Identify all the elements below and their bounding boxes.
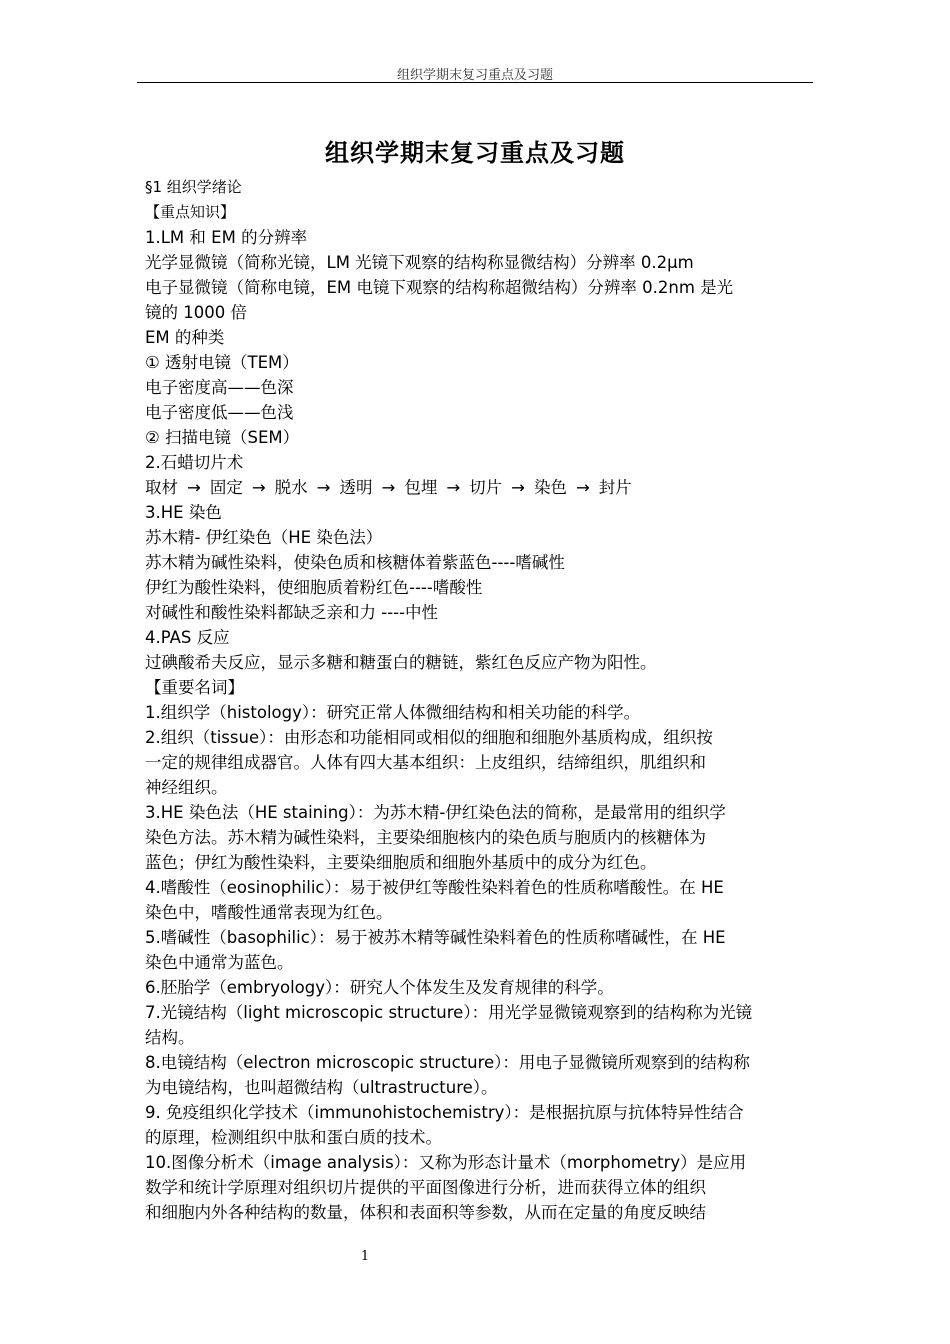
- text-line: 2.组织（tissue）：由形态和功能相同或相似的细胞和细胞外基质构成，组织按: [145, 728, 713, 747]
- text-line: 电子显微镜（简称电镜，EM 电镜下观察的结构称超微结构）分辨率 0.2nm 是光: [145, 278, 734, 297]
- flow-step: 取材: [145, 478, 178, 497]
- text-line: 伊红为酸性染料，使细胞质着粉红色----嗜酸性: [145, 578, 483, 597]
- flow-step: 染色: [533, 478, 567, 497]
- text-line: 5.嗜碱性（basophilic）：易于被苏木精等碱性染料着色的性质称嗜碱性，在 HE: [145, 928, 726, 947]
- subsection-heading: 【重要名词】: [145, 678, 244, 697]
- text-line: 对碱性和酸性染料都缺乏亲和力 ----中性: [145, 603, 439, 622]
- text-line: 光学显微镜（简称光镜，LM 光镜下观察的结构称显微结构）分辨率 0.2μm: [145, 253, 694, 272]
- text-line: 3.HE 染色法（HE staining）：为苏木精-伊红染色法的简称，是最常用的组织学: [145, 803, 726, 822]
- text-line: EM 的种类: [145, 328, 225, 347]
- text-line: 6.胚胎学（embryology）：研究人个体发生及发育规律的科学。: [145, 978, 614, 997]
- flow-step: 封片: [598, 478, 632, 497]
- arrow-right-icon: →: [316, 478, 331, 497]
- arrow-right-icon: →: [511, 478, 525, 497]
- flow-step: 脱水: [274, 478, 308, 497]
- text-line: 4.嗜酸性（eosinophilic）：易于被伊红等酸性染料着色的性质称嗜酸性。在 HE: [145, 878, 724, 897]
- document-body: [145, 175, 810, 1225]
- text-line: 神经组织。: [145, 778, 228, 797]
- text-line: 蓝色；伊红为酸性染料，主要染细胞质和细胞外基质中的成分为红色。: [145, 853, 657, 872]
- text-line: ① 透射电镜（TEM）: [145, 353, 299, 372]
- text-line: 9. 免疫组织化学技术（immunohistochemistry）：是根据抗原与抗体特异性结合: [145, 1103, 744, 1122]
- text-line: 苏木精- 伊红染色（HE 染色法）: [145, 528, 383, 547]
- header-rule: [137, 82, 813, 83]
- text-line: 10.图像分析术（image analysis）：又称为形态计量术（morphometry）是应用: [145, 1153, 747, 1172]
- text-line: 和细胞内外各种结构的数量，体积和表面积等参数，从而在定量的角度反映结: [145, 1203, 706, 1222]
- paraffin-process-flow: [145, 475, 810, 500]
- section-heading: §1 组织学绪论: [145, 178, 242, 196]
- text-line: 1.组织学（histology）：研究正常人体微细结构和相关功能的科学。: [145, 703, 641, 722]
- flow-step: 透明: [339, 478, 373, 497]
- text-line: 4.PAS 反应: [145, 628, 230, 647]
- flow-step: 包埋: [404, 478, 438, 497]
- text-line: 2.石蜡切片术: [145, 453, 244, 472]
- text-line: 电子密度高——色深: [145, 378, 294, 397]
- text-line: 镜的 1000 倍: [145, 303, 247, 322]
- flow-step: 切片: [469, 478, 503, 497]
- text-line: 染色方法。苏木精为碱性染料，主要染细胞核内的染色质与胞质内的核糖体为: [145, 828, 706, 847]
- subsection-heading: 【重点知识】: [145, 203, 236, 221]
- flow-step: 固定: [209, 478, 243, 497]
- text-line: 数学和统计学原理对组织切片提供的平面图像进行分析，进而获得立体的组织: [145, 1178, 706, 1197]
- text-line: 结构。: [145, 1028, 195, 1047]
- text-line: 电子密度低——色浅: [145, 403, 294, 422]
- text-line: 8.电镜结构（electron microscopic structure）：用电子显微镜所观察到的结构称: [145, 1053, 750, 1072]
- arrow-right-icon: →: [381, 478, 396, 497]
- text-line: 为电镜结构，也叫超微结构（ultrastructure）。: [145, 1078, 498, 1097]
- text-line: 苏木精为碱性染料，使染色质和核糖体着紫蓝色----嗜碱性: [145, 553, 565, 572]
- text-line: 过碘酸希夫反应，显示多糖和糖蛋白的糖链，紫红色反应产物为阳性。: [145, 653, 657, 672]
- text-line: 的原理，检测组织中肽和蛋白质的技术。: [145, 1128, 442, 1147]
- text-line: 7.光镜结构（light microscopic structure）：用光学显微镜观察到的结构称为光镜: [145, 1003, 753, 1022]
- text-line: 染色中通常为蓝色。: [145, 953, 294, 972]
- text-line: 1.LM 和 EM 的分辨率: [145, 228, 308, 247]
- header-text: 组织学期末复习重点及习题: [396, 68, 553, 83]
- page-number: 1: [360, 1249, 370, 1264]
- document-title: 组织学期末复习重点及习题: [325, 138, 625, 167]
- arrow-right-icon: →: [575, 478, 590, 497]
- text-line: 3.HE 染色: [145, 503, 222, 522]
- text-line: 染色中，嗜酸性通常表现为红色。: [145, 903, 393, 922]
- arrow-right-icon: →: [446, 478, 461, 497]
- arrow-right-icon: →: [187, 478, 201, 497]
- arrow-right-icon: →: [251, 478, 266, 497]
- text-line: 一定的规律组成器官。人体有四大基本组织：上皮组织，结缔组织，肌组织和: [145, 753, 706, 772]
- text-line: ② 扫描电镜（SEM）: [145, 428, 300, 447]
